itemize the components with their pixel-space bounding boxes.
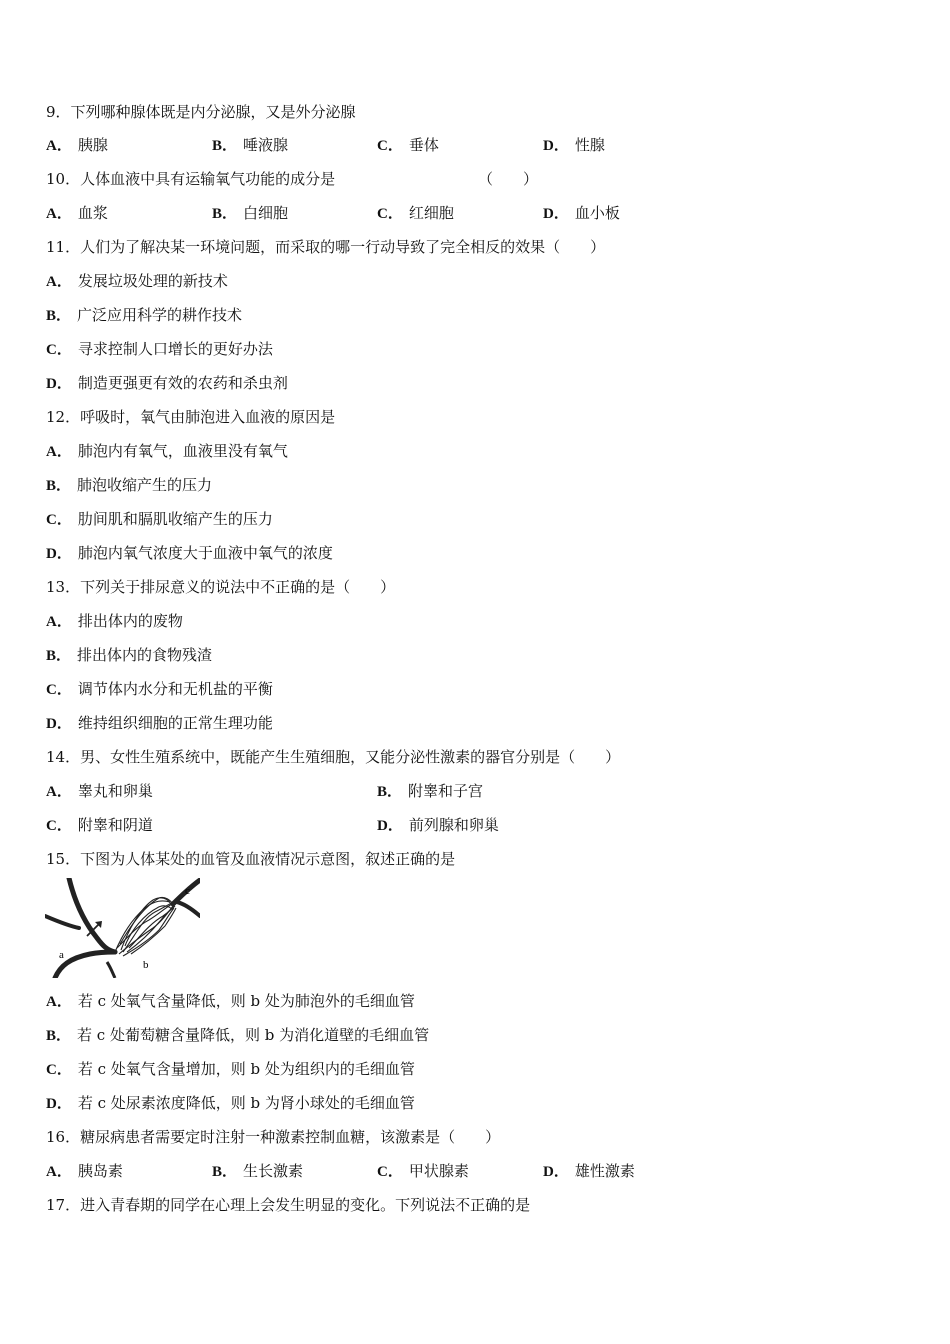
q16-option-a[interactable]: A． 胰岛素 [46, 1162, 123, 1180]
figure-label-b: b [143, 959, 149, 971]
q10-answer-paren: （ ） [478, 170, 539, 188]
question-15-stem: 15．下图为人体某处的血管及血液情况示意图，叙述正确的是 [46, 850, 456, 868]
q16-option-d[interactable]: D． 雄性激素 [543, 1162, 635, 1180]
q13-option-d[interactable]: D． 维持组织细胞的正常生理功能 [46, 714, 273, 732]
q12-option-b[interactable]: B． 肺泡收缩产生的压力 [46, 476, 213, 494]
q15-option-c[interactable]: C． 若 c 处氧气含量增加，则 b 处为组织内的毛细血管 [46, 1060, 415, 1078]
q11-option-d[interactable]: D． 制造更强更有效的农药和杀虫剂 [46, 374, 288, 392]
q14-option-c[interactable]: C． 附睾和阴道 [46, 816, 153, 834]
q13-option-c[interactable]: C． 调节体内水分和无机盐的平衡 [46, 680, 273, 698]
q10-option-d[interactable]: D． 血小板 [543, 204, 620, 222]
q14-option-d[interactable]: D． 前列腺和卵巢 [377, 816, 499, 834]
question-9-stem: 9．下列哪种腺体既是内分泌腺，又是外分泌腺 [46, 103, 356, 121]
q13-option-a[interactable]: A． 排出体内的废物 [46, 612, 183, 630]
q14-option-a[interactable]: A． 睾丸和卵巢 [46, 782, 153, 800]
q10-option-c[interactable]: C． 红细胞 [377, 204, 454, 222]
q9-option-a[interactable]: A． 胰腺 [46, 136, 108, 154]
q16-option-b[interactable]: B． 生长激素 [212, 1162, 304, 1180]
q10-option-b[interactable]: B． 白细胞 [212, 204, 289, 222]
q11-option-b[interactable]: B． 广泛应用科学的耕作技术 [46, 306, 243, 324]
question-11-stem: 11．人们为了解决某一环境问题，而采取的哪一行动导致了完全相反的效果（ ） [46, 238, 606, 256]
question-14-stem: 14．男、女性生殖系统中，既能产生生殖细胞，又能分泌性激素的器官分别是（ ） [46, 748, 621, 766]
question-17-stem: 17．进入青春期的同学在心理上会发生明显的变化。下列说法不正确的是 [46, 1196, 531, 1214]
blood-vessel-diagram [45, 878, 200, 978]
q15-option-b[interactable]: B． 若 c 处葡萄糖含量降低，则 b 为消化道壁的毛细血管 [46, 1026, 430, 1044]
figure-label-c: c [185, 885, 190, 897]
q9-option-d[interactable]: D． 性腺 [543, 136, 605, 154]
figure-label-a: a [59, 949, 64, 961]
q15-option-a[interactable]: A． 若 c 处氧气含量降低，则 b 处为肺泡外的毛细血管 [46, 992, 415, 1010]
q14-option-b[interactable]: B． 附睾和子宫 [377, 782, 484, 800]
q9-option-b[interactable]: B． 唾液腺 [212, 136, 289, 154]
question-13-stem: 13．下列关于排尿意义的说法中不正确的是（ ） [46, 578, 396, 596]
q11-option-c[interactable]: C． 寻求控制人口增长的更好办法 [46, 340, 273, 358]
q12-option-a[interactable]: A． 肺泡内有氧气，血液里没有氧气 [46, 442, 288, 460]
question-10-stem: 10．人体血液中具有运输氧气功能的成分是 [46, 170, 336, 188]
q9-option-c[interactable]: C． 垂体 [377, 136, 439, 154]
q10-option-a[interactable]: A． 血浆 [46, 204, 108, 222]
q16-option-c[interactable]: C． 甲状腺素 [377, 1162, 469, 1180]
q11-option-a[interactable]: A． 发展垃圾处理的新技术 [46, 272, 228, 290]
q13-option-b[interactable]: B． 排出体内的食物残渣 [46, 646, 213, 664]
q12-option-c[interactable]: C． 肋间肌和膈肌收缩产生的压力 [46, 510, 273, 528]
question-12-stem: 12．呼吸时，氧气由肺泡进入血液的原因是 [46, 408, 336, 426]
question-16-stem: 16．糖尿病患者需要定时注射一种激素控制血糖，该激素是（ ） [46, 1128, 501, 1146]
q12-option-d[interactable]: D． 肺泡内氧气浓度大于血液中氧气的浓度 [46, 544, 333, 562]
q15-option-d[interactable]: D． 若 c 处尿素浓度降低，则 b 为肾小球处的毛细血管 [46, 1094, 415, 1112]
